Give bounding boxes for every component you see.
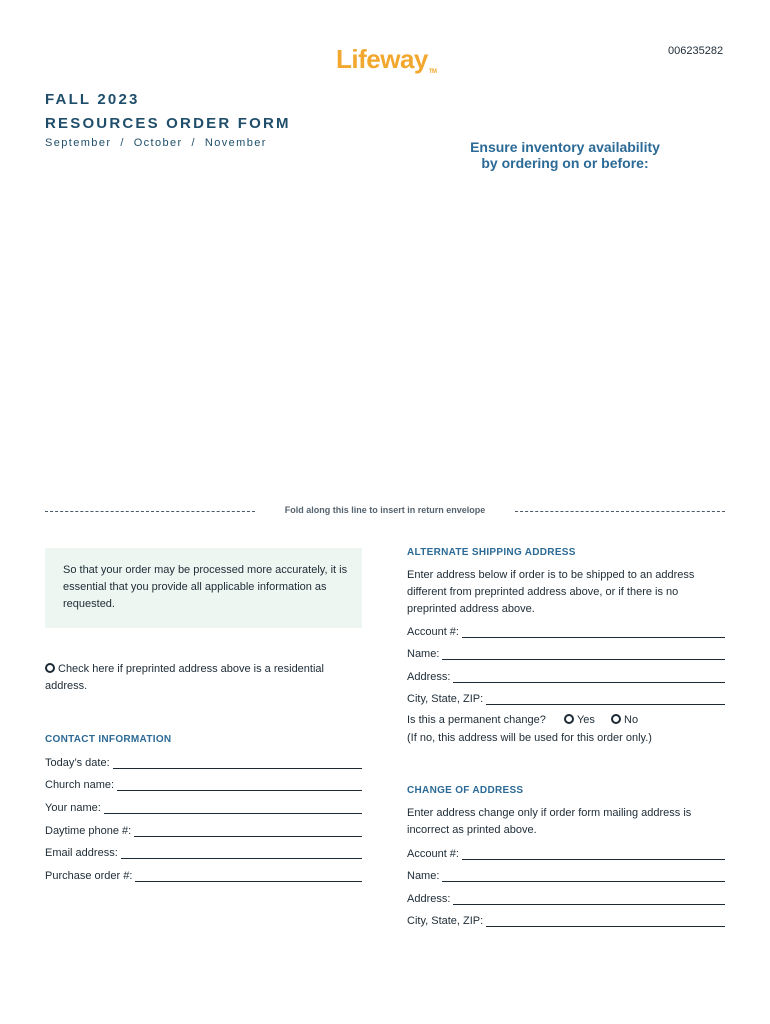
- email-input[interactable]: [121, 848, 362, 859]
- residential-checkbox-row[interactable]: [45, 661, 345, 695]
- change-address-field[interactable]: [407, 891, 725, 905]
- deadline-line-1: Ensure inventory availability: [470, 139, 660, 155]
- change-name-input[interactable]: [442, 871, 725, 882]
- change-name-label: Name:: [407, 870, 440, 882]
- info-note-box: [45, 548, 362, 628]
- lifeway-logo: LifewayTM: [336, 44, 437, 75]
- season-title: FALL 2023: [45, 91, 140, 108]
- change-of-address-heading: CHANGE OF ADDRESS: [407, 785, 524, 796]
- phone-input[interactable]: [134, 826, 362, 837]
- info-note-text: So that your order may be processed more accurately, it is essential that you provide all applicable information as requested.: [63, 564, 348, 610]
- fold-dash-right: [515, 511, 725, 512]
- permanent-change-question: Is this a permanent change?: [407, 714, 546, 726]
- permanent-yes-label: Yes: [576, 714, 595, 726]
- permanent-change-note: (If no, this address will be used for this order only.): [407, 732, 652, 744]
- fold-instruction: Fold along this line to insert in return envelope: [284, 505, 486, 515]
- permanent-no-option[interactable]: [611, 714, 638, 726]
- alt-city-field[interactable]: [407, 691, 725, 705]
- change-city-field[interactable]: [407, 913, 725, 927]
- deadline-line-2: by ordering on or before:: [481, 155, 649, 171]
- contact-heading: CONTACT INFORMATION: [45, 734, 172, 745]
- change-address-input[interactable]: [453, 894, 725, 905]
- alternate-shipping-heading: ALTERNATE SHIPPING ADDRESS: [407, 547, 576, 558]
- alt-address-label: Address:: [407, 671, 451, 683]
- alt-city-label: City, State, ZIP:: [407, 693, 484, 705]
- document-number: 006235282: [668, 45, 724, 57]
- permanent-change-row: [407, 712, 725, 729]
- permanent-yes-radio[interactable]: [564, 714, 574, 724]
- permanent-yes-option[interactable]: [564, 714, 595, 726]
- change-of-address-instructions: Enter address change only if order form mailing address is incorrect as printed above.: [407, 807, 692, 836]
- trademark-mark: TM: [428, 69, 437, 75]
- alt-name-input[interactable]: [442, 649, 725, 660]
- church-name-input[interactable]: [117, 780, 362, 791]
- church-name-field[interactable]: [45, 777, 362, 791]
- change-city-label: City, State, ZIP:: [407, 915, 484, 927]
- email-label: Email address:: [45, 847, 118, 859]
- fold-line: [45, 505, 725, 519]
- change-account-label: Account #:: [407, 848, 459, 860]
- change-address-label: Address:: [407, 893, 451, 905]
- your-name-input[interactable]: [104, 803, 362, 814]
- permanent-no-radio[interactable]: [611, 714, 621, 724]
- permanent-no-label: No: [624, 714, 639, 726]
- email-field[interactable]: [45, 845, 362, 859]
- alt-account-field[interactable]: [407, 624, 725, 638]
- phone-label: Daytime phone #:: [45, 825, 132, 837]
- alt-name-label: Name:: [407, 648, 440, 660]
- todays-date-label: Today’s date:: [45, 757, 110, 769]
- change-city-input[interactable]: [486, 916, 725, 927]
- order-deadline-notice: [440, 139, 690, 171]
- alt-address-input[interactable]: [453, 672, 725, 683]
- alternate-shipping-instructions: Enter address below if order is to be shipped to an address different from preprinted address above, or if there is no preprinted address above.: [407, 569, 695, 615]
- change-name-field[interactable]: [407, 868, 725, 882]
- alt-address-field[interactable]: [407, 669, 725, 683]
- purchase-order-label: Purchase order #:: [45, 870, 133, 882]
- todays-date-field[interactable]: [45, 755, 362, 769]
- purchase-order-input[interactable]: [135, 871, 362, 882]
- alt-name-field[interactable]: [407, 646, 725, 660]
- your-name-label: Your name:: [45, 802, 101, 814]
- your-name-field[interactable]: [45, 800, 362, 814]
- change-account-field[interactable]: [407, 846, 725, 860]
- todays-date-input[interactable]: [113, 758, 362, 769]
- residential-checkbox[interactable]: [45, 663, 55, 673]
- alt-account-label: Account #:: [407, 626, 459, 638]
- church-name-label: Church name:: [45, 779, 115, 791]
- form-title: RESOURCES ORDER FORM: [45, 115, 291, 132]
- change-account-input[interactable]: [462, 849, 725, 860]
- phone-field[interactable]: [45, 823, 362, 837]
- alt-account-input[interactable]: [462, 627, 725, 638]
- alt-city-input[interactable]: [486, 694, 725, 705]
- purchase-order-field[interactable]: [45, 868, 362, 882]
- months-subtitle: September / October / November: [45, 137, 267, 149]
- residential-checkbox-label: Check here if preprinted address above is a residential address.: [45, 663, 324, 692]
